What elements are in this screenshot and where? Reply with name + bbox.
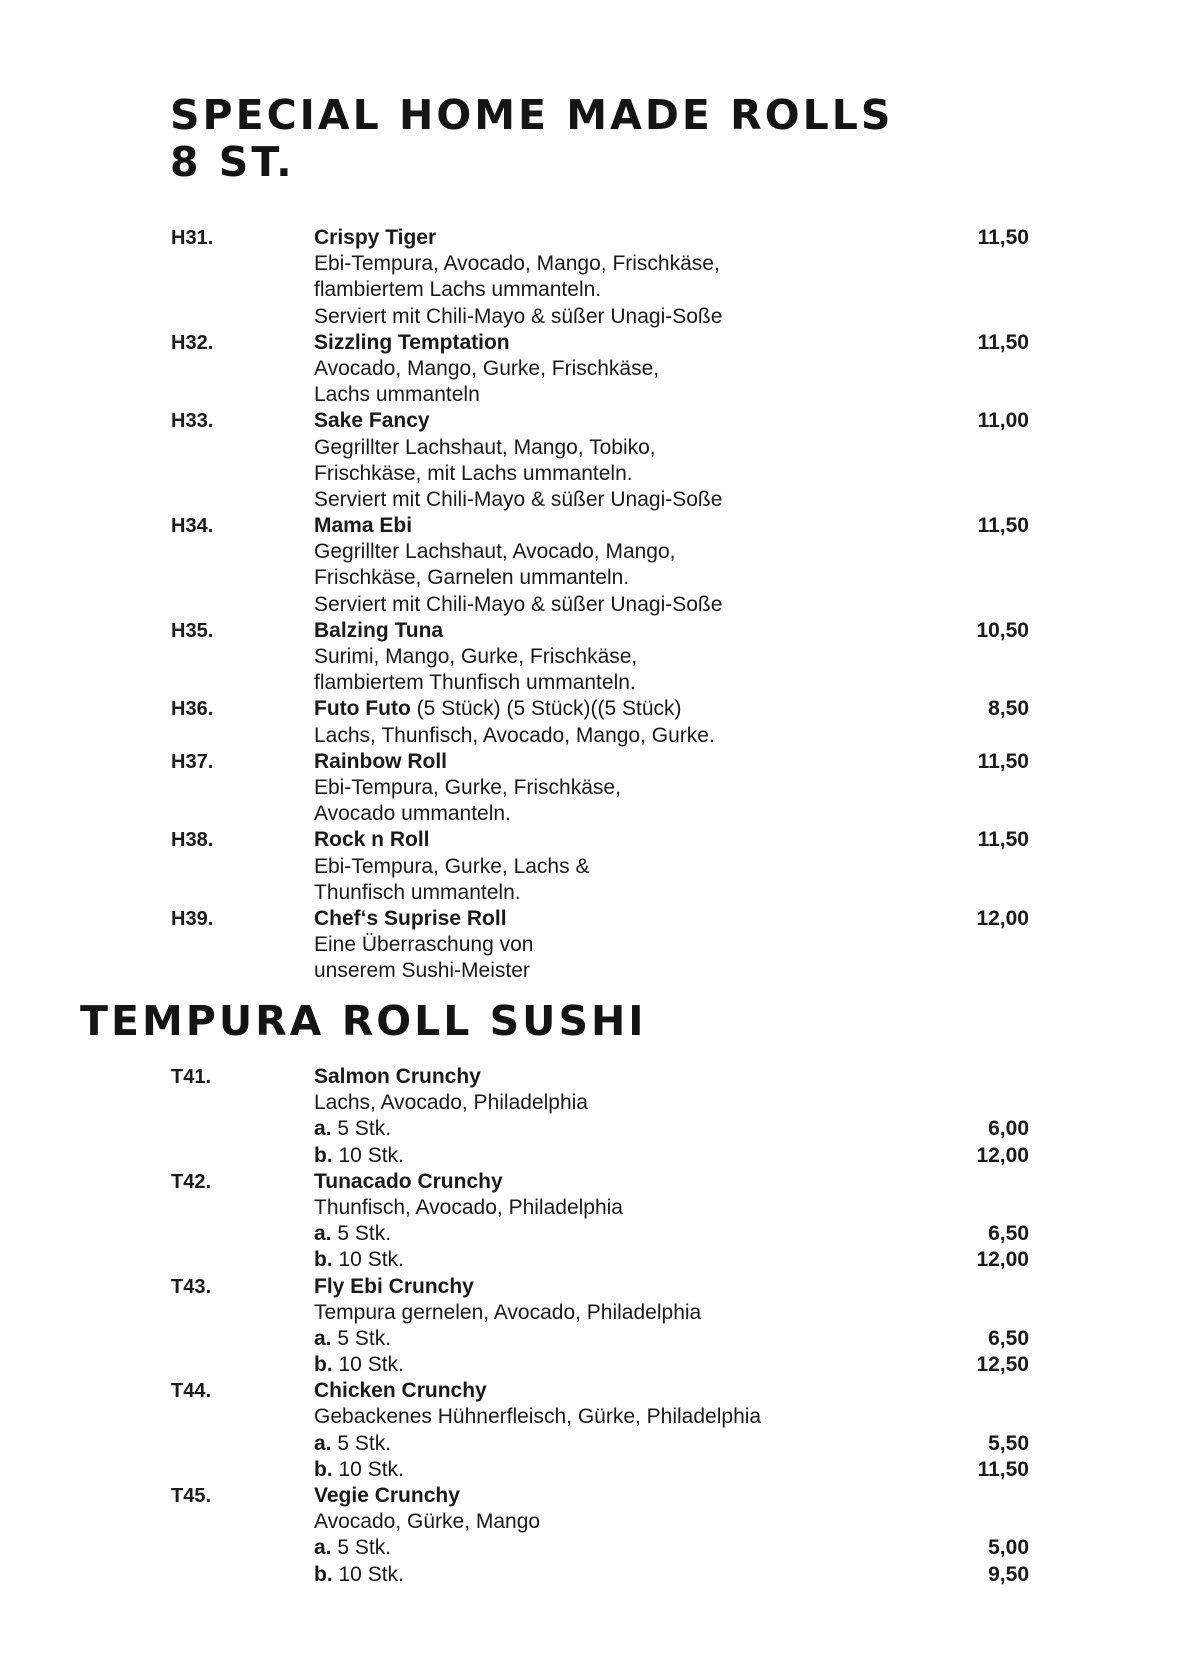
item-title xyxy=(314,513,412,539)
item-price: 10,50 xyxy=(976,618,1029,642)
item-price: 11,50 xyxy=(977,226,1029,249)
item-description-line xyxy=(0,670,1189,696)
item-description: Thunfisch, Avocado, Philadelphia xyxy=(314,1195,623,1219)
item-description: unserem Sushi-Meister xyxy=(314,959,530,983)
item-description-line xyxy=(0,565,1189,591)
item-description: Serviert mit Chili-Mayo & süßer Unagi-Soße xyxy=(314,592,723,616)
option-size: 5 Stk. xyxy=(331,1222,392,1246)
option-label xyxy=(314,1247,404,1273)
option-letter: b. xyxy=(314,1248,333,1272)
item-name-extra: (5 Stück) (5 Stück)((5 Stück) xyxy=(410,697,682,721)
item-name: Rock n Roll xyxy=(314,828,430,852)
menu-item-header xyxy=(0,906,1189,932)
option-label xyxy=(314,1352,404,1378)
tempura-rolls-list xyxy=(0,1064,1189,1588)
menu-item xyxy=(0,1169,1189,1274)
item-name: Fly Ebi Crunchy xyxy=(314,1274,474,1298)
item-description-line xyxy=(0,880,1189,906)
item-option xyxy=(0,1247,1189,1273)
item-description-line xyxy=(0,304,1189,330)
item-name: Vegie Crunchy xyxy=(314,1484,460,1507)
menu-item xyxy=(0,408,1189,513)
option-price: 6,50 xyxy=(988,1222,1029,1246)
menu-item xyxy=(0,618,1189,697)
item-price: 11,50 xyxy=(977,749,1029,773)
item-description-line xyxy=(0,775,1189,801)
item-description-line xyxy=(0,958,1189,984)
option-size: 10 Stk. xyxy=(332,1143,404,1167)
item-description: Surimi, Mango, Gurke, Frischkäse, xyxy=(314,645,638,668)
option-size: 10 Stk. xyxy=(332,1562,404,1586)
item-code: H39. xyxy=(171,907,214,930)
option-letter: a. xyxy=(314,1117,332,1141)
item-price: 8,50 xyxy=(988,697,1029,721)
item-description-line xyxy=(0,251,1189,277)
option-size: 10 Stk. xyxy=(332,1457,404,1481)
item-name: Sizzling Temptation xyxy=(314,330,510,354)
special-rolls-list xyxy=(0,225,1189,984)
item-option xyxy=(0,1352,1189,1378)
item-name: Tunacado Crunchy xyxy=(314,1169,503,1193)
item-option xyxy=(0,1457,1189,1483)
menu-item-header xyxy=(0,749,1189,775)
option-price: 12,50 xyxy=(976,1353,1029,1377)
option-letter: b. xyxy=(314,1562,333,1586)
menu-item-header xyxy=(0,408,1189,434)
item-price: 11,50 xyxy=(977,330,1029,354)
menu-item-header xyxy=(0,1274,1189,1300)
item-description-line xyxy=(0,592,1189,618)
item-description: Avocado, Mango, Gurke, Frischkäse, xyxy=(314,356,660,380)
option-letter: a. xyxy=(314,1536,332,1560)
option-label xyxy=(314,1431,391,1457)
item-description-line xyxy=(0,382,1189,408)
menu-item-header xyxy=(0,618,1189,644)
menu-item-header xyxy=(0,1483,1189,1509)
item-description: Thunfisch ummanteln. xyxy=(314,880,521,904)
tempura-rolls-heading: TEMPURA ROLL SUSHI xyxy=(80,997,647,1045)
item-description-line xyxy=(0,723,1189,749)
item-description-line xyxy=(0,461,1189,487)
option-letter: a. xyxy=(314,1431,332,1455)
option-price: 11,50 xyxy=(977,1457,1029,1481)
item-code: T44. xyxy=(171,1380,212,1403)
item-title xyxy=(314,906,507,932)
item-code: H34. xyxy=(171,515,214,538)
item-description-line xyxy=(0,1509,1189,1535)
option-letter: a. xyxy=(314,1326,332,1350)
item-title xyxy=(314,749,447,775)
option-letter: b. xyxy=(314,1457,333,1481)
item-title xyxy=(314,408,430,434)
menu-item-header xyxy=(0,827,1189,853)
option-price: 5,50 xyxy=(988,1431,1029,1455)
item-description-line xyxy=(0,1300,1189,1326)
item-code: H31. xyxy=(171,227,214,249)
menu-item xyxy=(0,1378,1189,1483)
menu-item-header xyxy=(0,1064,1189,1090)
item-name: Mama Ebi xyxy=(314,514,413,538)
option-size: 5 Stk. xyxy=(331,1431,392,1455)
option-size: 5 Stk. xyxy=(331,1326,392,1350)
menu-item xyxy=(0,1064,1189,1169)
item-option xyxy=(0,1143,1189,1169)
menu-item xyxy=(0,225,1189,330)
item-code: H33. xyxy=(171,410,214,433)
menu-item xyxy=(0,749,1189,828)
item-name: Balzing Tuna xyxy=(314,618,444,642)
menu-item xyxy=(0,330,1189,409)
option-label xyxy=(314,1457,404,1483)
item-name: Futo Futo xyxy=(314,697,411,721)
menu-item xyxy=(0,696,1189,748)
option-size: 5 Stk. xyxy=(331,1536,392,1560)
item-price: 11,50 xyxy=(977,514,1029,538)
item-description: Ebi-Tempura, Gurke, Frischkäse, xyxy=(314,775,621,799)
item-option xyxy=(0,1535,1189,1561)
item-option xyxy=(0,1562,1189,1588)
item-title xyxy=(314,696,682,722)
item-code: H37. xyxy=(171,750,214,773)
item-description: Gegrillter Lachshaut, Mango, Tobiko, xyxy=(314,435,656,459)
special-rolls-heading-count: 8 ST. xyxy=(170,138,295,186)
item-description: Avocado ummanteln. xyxy=(314,802,511,826)
item-name: Crispy Tiger xyxy=(314,226,437,249)
item-code: H38. xyxy=(171,829,214,852)
item-description: Gegrillter Lachshaut, Avocado, Mango, xyxy=(314,540,676,564)
option-size: 10 Stk. xyxy=(332,1353,404,1377)
menu-item xyxy=(0,827,1189,906)
option-price: 6,00 xyxy=(988,1117,1029,1141)
item-name: Salmon Crunchy xyxy=(314,1065,481,1088)
item-code: H35. xyxy=(171,619,214,642)
item-description-line xyxy=(0,277,1189,303)
menu-item-header xyxy=(0,513,1189,539)
item-description: Tempura gernelen, Avocado, Philadelphia xyxy=(314,1300,702,1324)
item-description-line xyxy=(0,932,1189,958)
item-option xyxy=(0,1221,1189,1247)
option-label xyxy=(314,1535,391,1561)
item-description-line xyxy=(0,1195,1189,1221)
item-title xyxy=(314,330,510,356)
option-label xyxy=(314,1326,391,1352)
option-label xyxy=(314,1221,391,1247)
menu-item xyxy=(0,1483,1189,1588)
item-description: Gebackenes Hühnerfleisch, Gürke, Philadelphia xyxy=(314,1405,762,1429)
item-description: Frischkäse, mit Lachs ummanteln. xyxy=(314,461,633,485)
item-name: Rainbow Roll xyxy=(314,749,447,773)
option-size: 10 Stk. xyxy=(332,1248,404,1272)
item-option xyxy=(0,1431,1189,1457)
item-description-line xyxy=(0,1090,1189,1116)
option-label xyxy=(314,1116,391,1142)
option-price: 12,00 xyxy=(976,1143,1029,1167)
item-title xyxy=(314,618,443,644)
menu-item xyxy=(0,513,1189,618)
item-description: Frischkäse, Garnelen ummanteln. xyxy=(314,566,630,590)
option-letter: a. xyxy=(314,1222,332,1246)
item-description: Avocado, Gürke, Mango xyxy=(314,1510,541,1534)
option-price: 9,50 xyxy=(988,1562,1029,1586)
option-price: 12,00 xyxy=(976,1248,1029,1272)
item-description: flambiertem Thunfisch ummanteln. xyxy=(314,671,636,695)
option-letter: b. xyxy=(314,1353,333,1377)
menu-item-header xyxy=(0,330,1189,356)
item-description: Lachs ummanteln xyxy=(314,383,480,407)
menu-item-header xyxy=(0,225,1189,251)
menu-item-header xyxy=(0,1378,1189,1404)
item-description-line xyxy=(0,644,1189,670)
item-code: H32. xyxy=(171,331,214,354)
item-code: T45. xyxy=(171,1485,212,1507)
item-description: Lachs, Avocado, Philadelphia xyxy=(314,1091,588,1115)
item-description-line xyxy=(0,1404,1189,1430)
option-price: 6,50 xyxy=(988,1326,1029,1350)
item-description: Serviert mit Chili-Mayo & süßer Unagi-Soße xyxy=(314,304,723,328)
item-code: T42. xyxy=(171,1170,212,1193)
item-description: Lachs, Thunfisch, Avocado, Mango, Gurke. xyxy=(314,723,715,747)
item-description: flambiertem Lachs ummanteln. xyxy=(314,278,602,302)
item-code: H36. xyxy=(171,698,214,721)
option-size: 5 Stk. xyxy=(331,1117,392,1141)
item-description: Serviert mit Chili-Mayo & süßer Unagi-Soße xyxy=(314,487,723,511)
menu-item xyxy=(0,1274,1189,1379)
item-code: T41. xyxy=(171,1066,212,1088)
option-label xyxy=(314,1562,404,1588)
item-name: Sake Fancy xyxy=(314,409,430,433)
item-option xyxy=(0,1326,1189,1352)
item-description: Eine Überraschung von xyxy=(314,933,534,957)
item-description-line xyxy=(0,539,1189,565)
item-price: 11,50 xyxy=(977,828,1029,852)
option-letter: b. xyxy=(314,1143,333,1167)
item-price: 11,00 xyxy=(977,409,1029,433)
item-description-line xyxy=(0,356,1189,382)
item-code: T43. xyxy=(171,1275,212,1298)
item-title xyxy=(314,225,436,251)
option-label xyxy=(314,1143,404,1169)
menu-item xyxy=(0,906,1189,985)
item-title xyxy=(314,827,430,853)
item-name: Chef‘s Suprise Roll xyxy=(314,906,507,930)
item-description: Ebi-Tempura, Avocado, Mango, Frischkäse, xyxy=(314,252,720,276)
item-name: Chicken Crunchy xyxy=(314,1379,487,1403)
special-rolls-heading: SPECIAL HOME MADE ROLLS xyxy=(170,91,894,139)
item-option xyxy=(0,1116,1189,1142)
item-description-line xyxy=(0,854,1189,880)
item-description-line xyxy=(0,801,1189,827)
item-price: 12,00 xyxy=(976,906,1029,930)
item-description: Ebi-Tempura, Gurke, Lachs & xyxy=(314,854,590,878)
menu-item-header xyxy=(0,696,1189,722)
menu-item-header xyxy=(0,1169,1189,1195)
item-description-line xyxy=(0,487,1189,513)
item-description-line xyxy=(0,435,1189,461)
option-price: 5,00 xyxy=(988,1536,1029,1560)
